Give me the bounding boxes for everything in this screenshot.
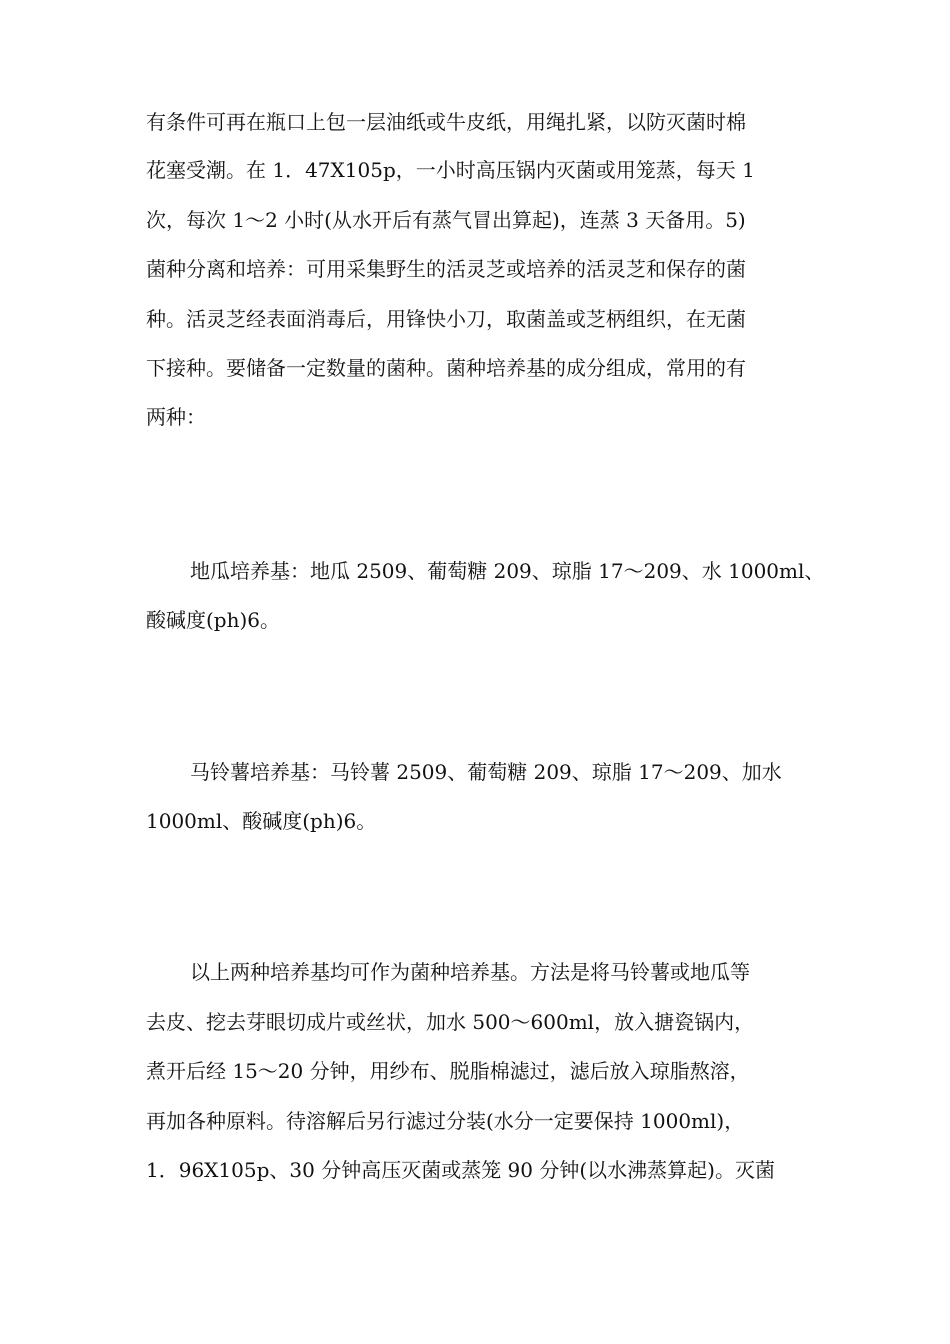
paragraph-4-line-2: 去皮、挖去芽眼切成片或丝状，加水 500～600ml，放入搪瓷锅内，: [146, 1010, 755, 1034]
paragraph-1-line-4: 菌种分离和培养：可用采集野生的活灵芝或培养的活灵芝和保存的菌: [146, 257, 746, 281]
paragraph-1-line-6: 下接种。要储备一定数量的菌种。菌种培养基的成分组成，常用的有: [146, 356, 746, 380]
paragraph-1-line-3: 次，每次 1～2 小时(从水开后有蒸气冒出算起)，连蒸 3 天备用。5): [146, 208, 746, 232]
paragraph-3-line-1: 马铃薯培养基：马铃薯 2509、葡萄糖 209、琼脂 17～209、加水: [190, 760, 782, 784]
paragraph-1-line-1: 有条件可再在瓶口上包一层油纸或牛皮纸，用绳扎紧，以防灭菌时棉: [146, 110, 746, 134]
paragraph-3-line-2: 1000ml、酸碱度(ph)6。: [146, 809, 377, 833]
paragraph-4-line-3: 煮开后经 15～20 分钟，用纱布、脱脂棉滤过，滤后放入琼脂熬溶，: [146, 1059, 750, 1083]
paragraph-1-line-2: 花塞受潮。在 1．47X105p，一小时高压锅内灭菌或用笼蒸，每天 1: [146, 158, 755, 182]
paragraph-2-line-2: 酸碱度(ph)6。: [146, 608, 281, 632]
paragraph-4-line-1: 以上两种培养基均可作为菌种培养基。方法是将马铃薯或地瓜等: [190, 960, 750, 984]
paragraph-1-line-7: 两种：: [146, 405, 206, 429]
paragraph-1-line-5: 种。活灵芝经表面消毒后，用锋快小刀，取菌盖或芝柄组织，在无菌: [146, 307, 746, 331]
paragraph-2-line-1: 地瓜培养基：地瓜 2509、葡萄糖 209、琼脂 17～209、水 1000ml、: [190, 559, 825, 583]
paragraph-4-line-4: 再加各种原料。待溶解后另行滤过分装(水分一定要保持 1000ml)，: [146, 1109, 745, 1133]
paragraph-4-line-5: 1．96X105p、30 分钟高压灭菌或蒸笼 90 分钟(以水沸蒸算起)。灭菌: [146, 1158, 775, 1182]
